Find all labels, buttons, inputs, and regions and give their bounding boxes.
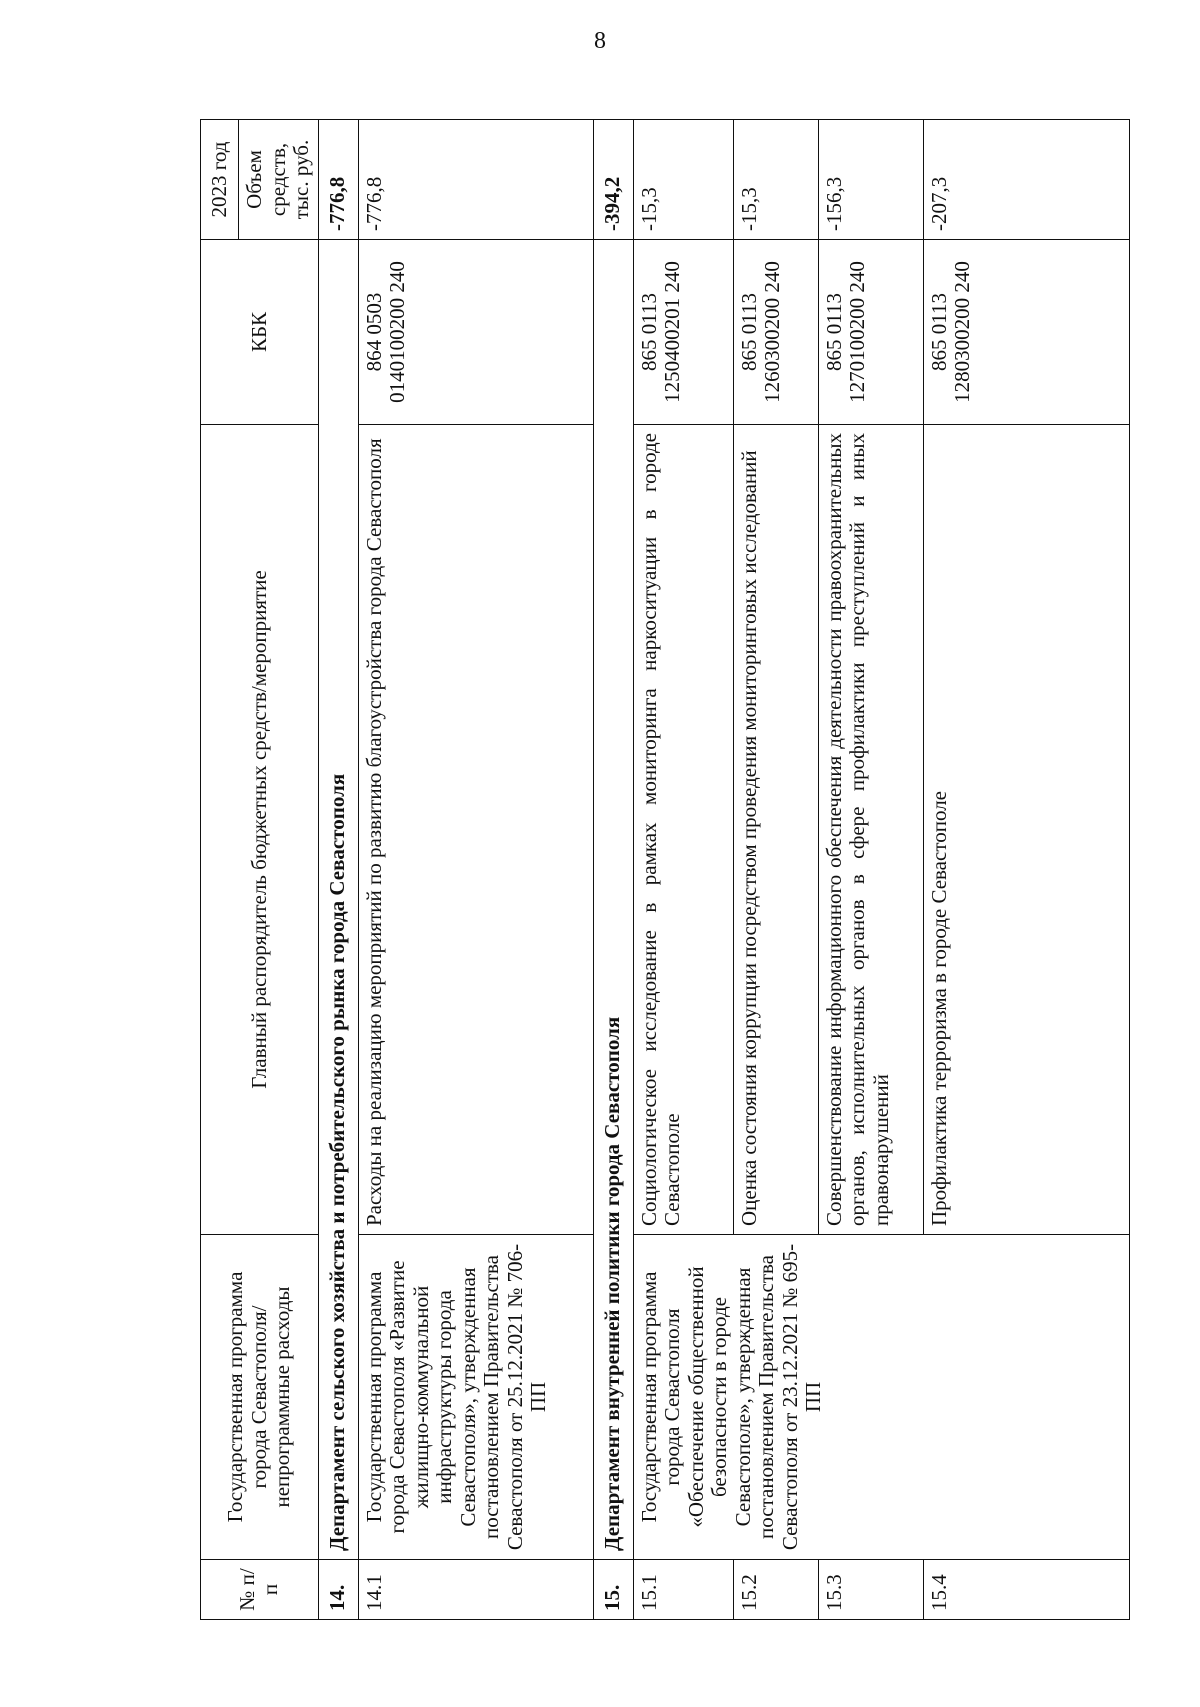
row-14-1-program: Государственная программа города Севастополя «Развитие жилищно-коммунальной инфраструктуры города Севастополя», утвержденная постановлением Правительства Севастополя от 25.12.2021 № 706-ПП — [358, 1235, 593, 1560]
row-14-1-kbk: 864 0503 0140100200 240 — [358, 240, 593, 425]
dept-14-num: 14. — [318, 1560, 358, 1620]
row-15-1-activity: Социологическое исследование в рамках мониторинга наркоситуации в городе Севастополе — [633, 425, 733, 1235]
row-14-1-num: 14.1 — [358, 1560, 593, 1620]
dept-14-name: Департамент сельского хозяйства и потребительского рынка города Севастополя — [318, 240, 358, 1560]
row-14-1-volume: -776,8 — [358, 120, 593, 240]
budget-table — [200, 119, 1130, 1620]
dept-15-volume: -394,2 — [593, 120, 633, 240]
dept-14-volume: -776,8 — [318, 120, 358, 240]
program-15-cell: Государственная программа города Севастополя «Обеспечение общественной безопасности в городе Севастополе», утвержденная постановлением Правительства Севастополя от 23.12.2021 № 695-ПП — [633, 1235, 1129, 1560]
header-row-1 — [201, 120, 239, 1620]
row-15-4-volume: -207,3 — [923, 120, 1129, 240]
table-row-14-1 — [358, 120, 593, 1620]
page-number: 8 — [594, 28, 606, 54]
header-year: 2023 год — [201, 120, 239, 240]
dept-15-name: Департамент внутренней политики города Севастополя — [593, 240, 633, 1560]
row-15-2-num: 15.2 — [733, 1560, 818, 1620]
table-row-15-1 — [633, 120, 733, 1620]
header-program: Государственная программа города Севастополя/ непрограммные расходы — [201, 1235, 319, 1560]
row-15-1-num: 15.1 — [633, 1560, 733, 1620]
header-num: № п/п — [201, 1560, 319, 1620]
row-15-3-activity: Совершенствование информационного обеспечения деятельности правоохранительных органов, исполнительных органов в сфере профилактики преступлений и иных правонарушений — [818, 425, 923, 1235]
row-15-2-kbk: 865 0113 1260300200 240 — [733, 240, 818, 425]
row-15-2-volume: -15,3 — [733, 120, 818, 240]
header-activity: Главный распорядитель бюджетных средств/мероприятие — [201, 425, 319, 1235]
header-kbk: КБК — [201, 240, 319, 425]
table-container — [200, 120, 1130, 1620]
dept-row-15 — [593, 120, 633, 1620]
row-15-4-num: 15.4 — [923, 1560, 1129, 1620]
row-15-4-activity: Профилактика терроризма в городе Севастополе — [923, 425, 1129, 1235]
row-15-1-volume: -15,3 — [633, 120, 733, 240]
row-15-3-num: 15.3 — [818, 1560, 923, 1620]
dept-row-14 — [318, 120, 358, 1620]
row-15-1-kbk: 865 0113 1250400201 240 — [633, 240, 733, 425]
row-15-4-kbk: 865 0113 1280300200 240 — [923, 240, 1129, 425]
rotated-table-frame — [200, 120, 1130, 1620]
row-14-1-activity: Расходы на реализацию мероприятий по развитию благоустройства города Севастополя — [358, 425, 593, 1235]
row-15-3-kbk: 865 0113 1270100200 240 — [818, 240, 923, 425]
row-15-2-activity: Оценка состояния коррупции посредством проведения мониторинговых исследований — [733, 425, 818, 1235]
dept-15-num: 15. — [593, 1560, 633, 1620]
row-15-3-volume: -156,3 — [818, 120, 923, 240]
header-volume: Объем средств, тыс. руб. — [239, 120, 319, 240]
